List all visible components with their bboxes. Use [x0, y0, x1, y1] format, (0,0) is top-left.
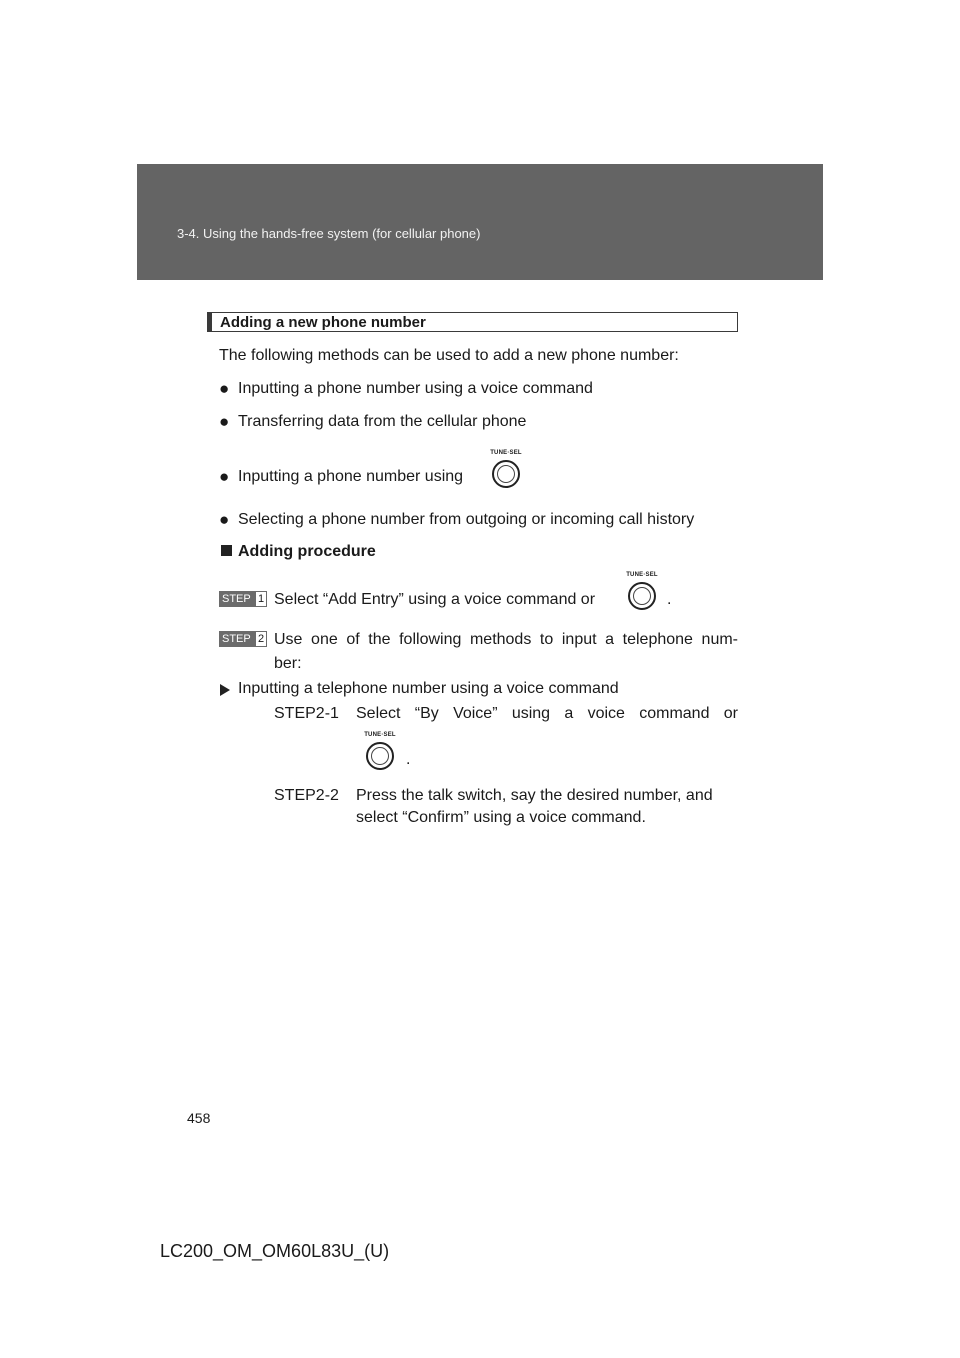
knob-label: TUNE·SEL: [364, 732, 396, 738]
step-1-period: .: [667, 591, 672, 608]
document-code: LC200_OM_OM60L83U_(U): [160, 1241, 390, 1261]
step-1-badge: STEP 1: [219, 591, 267, 607]
arrow-right-icon: [220, 684, 230, 696]
step-2-number: 2: [255, 631, 267, 647]
knob-label: TUNE·SEL: [626, 572, 658, 578]
tune-sel-knob-icon: [362, 732, 398, 774]
square-bullet-icon: [221, 545, 232, 556]
method-2: Transferring data from the cellular phone: [238, 413, 527, 430]
procedure-title: Adding procedure: [238, 543, 376, 560]
substep-1-period: .: [406, 751, 411, 768]
step-2-badge: STEP 2: [219, 631, 267, 647]
bullet-icon: ●: [219, 510, 230, 529]
bullet-icon: ●: [219, 412, 230, 431]
substep-2-label: STEP2-2: [274, 787, 339, 804]
substep-2-line-2: select “Confirm” using a voice command.: [356, 809, 646, 826]
section-title: 3-4. Using the hands-free system (for cellular phone): [177, 226, 481, 241]
step-2-line-1: Use one of the following methods to input a telephone num-: [274, 631, 738, 648]
bullet-icon: ●: [219, 379, 230, 398]
method-4: Selecting a phone number from outgoing or incoming call history: [238, 511, 695, 528]
page-number: 458: [187, 1110, 211, 1126]
option-heading: Inputting a telephone number using a voice command: [238, 680, 619, 697]
step-1-text: Select “Add Entry” using a voice command or: [274, 591, 596, 608]
knob-label: TUNE·SEL: [490, 450, 522, 456]
intro-text: The following methods can be used to add a new phone number:: [219, 347, 679, 364]
header-band: [137, 164, 823, 280]
substep-1-text: Select “By Voice” using a voice command or: [356, 705, 738, 722]
tune-sel-knob-icon: [624, 572, 660, 614]
tune-sel-knob-icon: [488, 450, 524, 492]
heading-text: Adding a new phone number: [220, 314, 426, 331]
method-3: Inputting a phone number using: [238, 468, 464, 485]
step-1-number: 1: [255, 591, 267, 607]
step-2-line-2: ber:: [274, 655, 302, 672]
substep-1-label: STEP2-1: [274, 705, 339, 722]
bullet-icon: ●: [219, 467, 230, 486]
section-heading: [207, 312, 738, 332]
method-1: Inputting a phone number using a voice command: [238, 380, 593, 397]
substep-2-line-1: Press the talk switch, say the desired number, and: [356, 787, 713, 804]
